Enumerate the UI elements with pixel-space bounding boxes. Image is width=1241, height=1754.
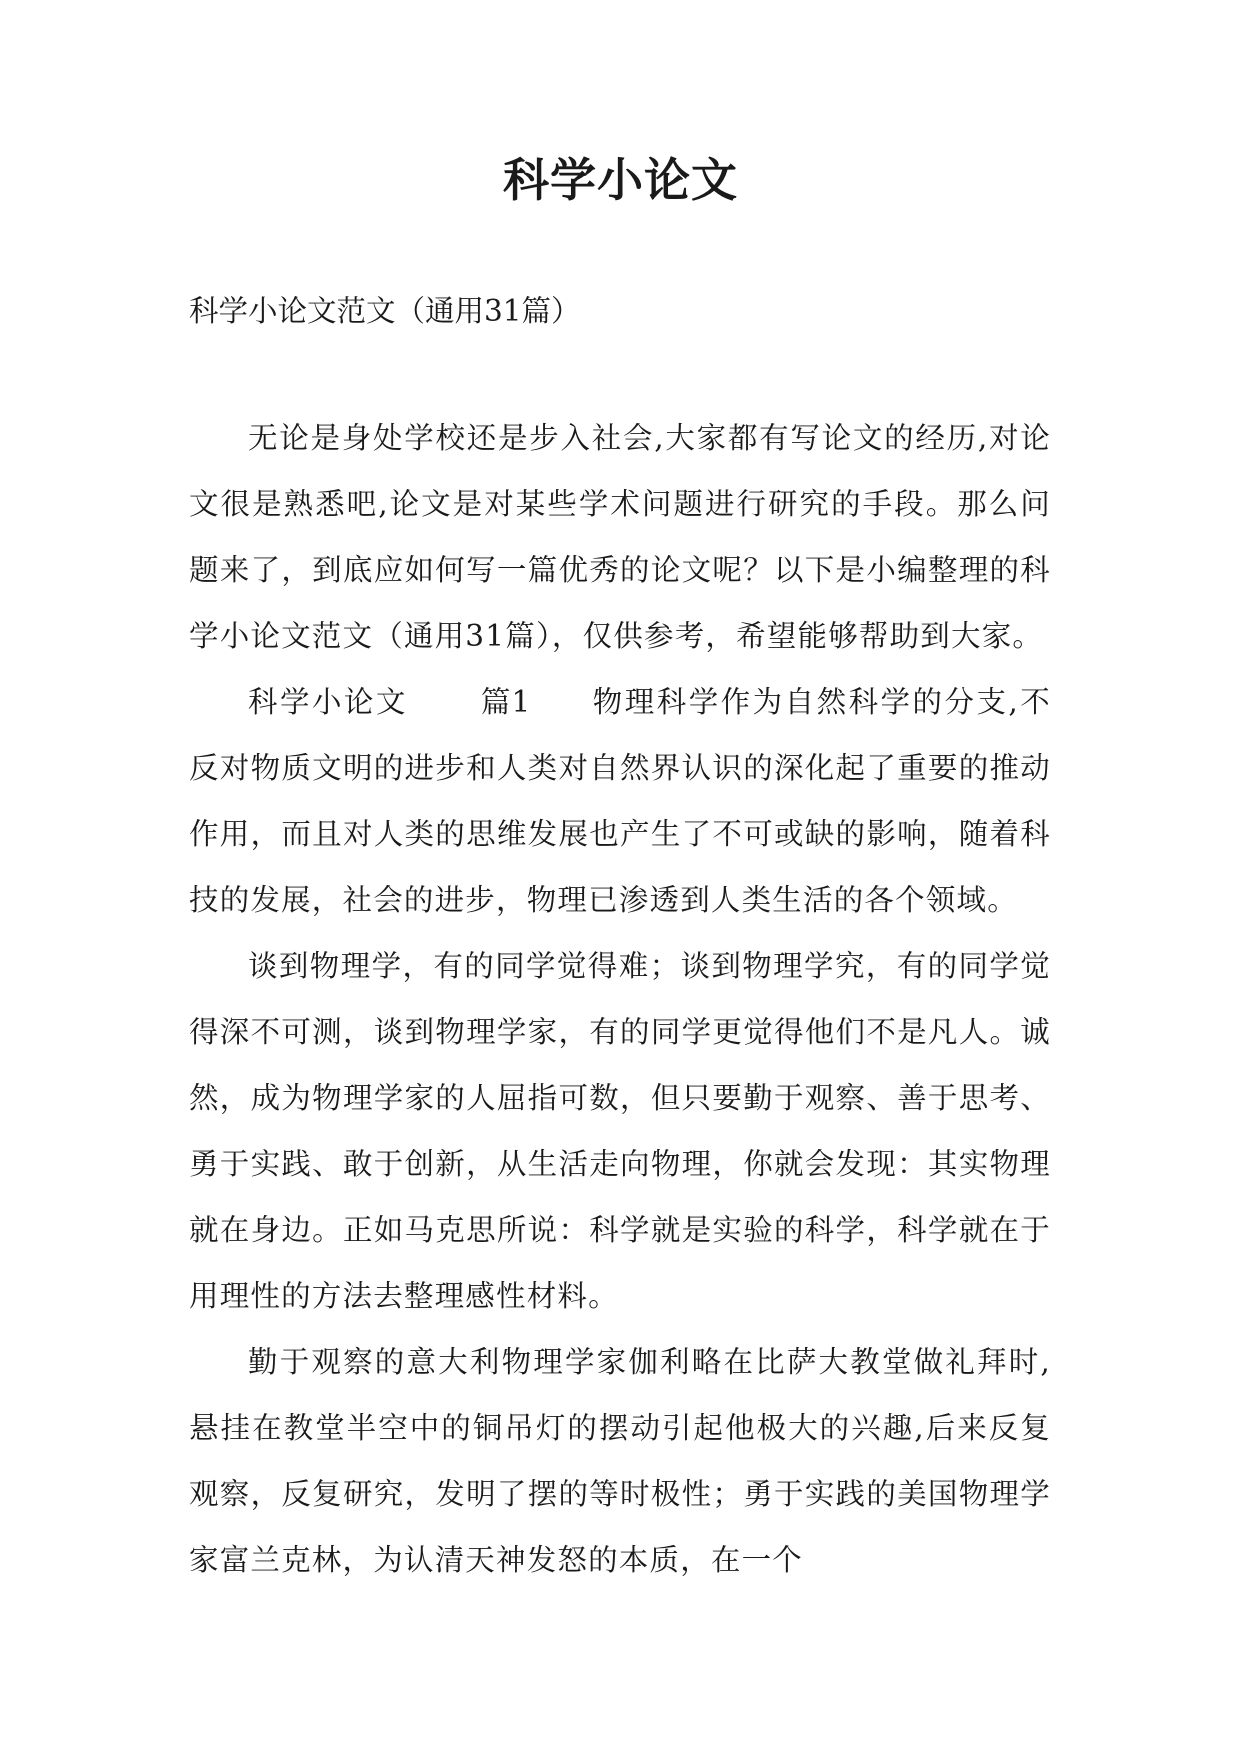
document-subtitle: 科学小论文范文（通用31篇） [189,294,581,328]
document-title: 科学小论文 [503,153,738,207]
section-1-text: 物理科学作为自然科学的分支,不反对物质文明的进步和人类对自然界认识的深化起了重要的推动作用，而且对人类的思维发展也产生了不可或缺的影响，随着科技的发展，社会的进步，物理已渗透到人类生活的各个领域。 [189,685,1051,917]
section-1-paragraph [189,669,1051,933]
body-paragraph-physics: 谈到物理学，有的同学觉得难；谈到物理学究，有的同学觉得深不可测，谈到物理学家，有的同学更觉得他们不是凡人。诚然，成为物理学家的人屈指可数，但只要勤于观察、善于思考、勇于实践、敢于创新，从生活走向物理，你就会发现：其实物理就在身边。正如马克思所说：科学就是实验的科学，科学就在于用理性的方法去整理感性材料。 [189,949,1051,1313]
section-1-heading: 科学小论文 [248,685,408,719]
body-paragraph-observation: 勤于观察的意大利物理学家伽利略在比萨大教堂做礼拜时,悬挂在教堂半空中的铜吊灯的摆动引起他极大的兴趣,后来反复观察，反复研究，发明了摆的等时极性；勇于实践的美国物理学家富兰克林，为认清天神发怒的本质，在一个 [189,1345,1051,1577]
document-body [189,405,1051,1593]
section-1-number: 篇1 [480,685,532,719]
intro-paragraph: 无论是身处学校还是步入社会,大家都有写论文的经历,对论文很是熟悉吧,论文是对某些学术问题进行研究的手段。那么问题来了，到底应如何写一篇优秀的论文呢？以下是小编整理的科学小论文范文（通用31篇），仅供参考，希望能够帮助到大家。 [189,421,1051,653]
